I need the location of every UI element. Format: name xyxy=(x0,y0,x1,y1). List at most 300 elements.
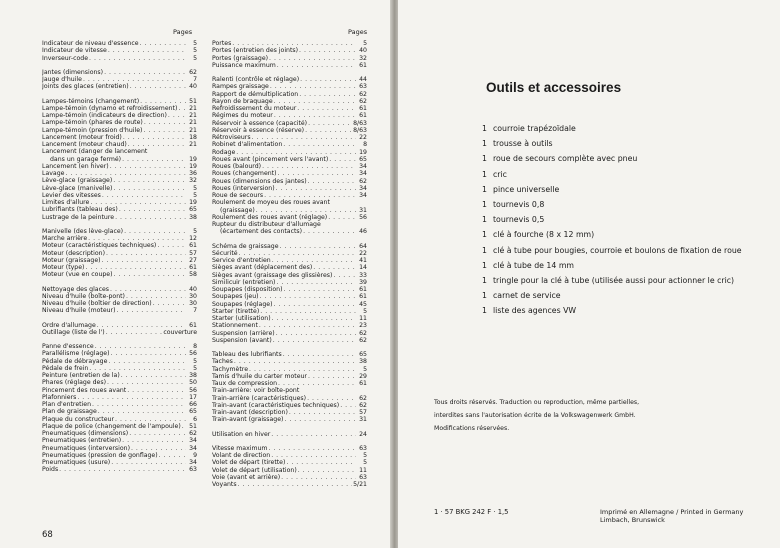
entry-page: 19 xyxy=(189,155,197,163)
entry-page: 41 xyxy=(359,257,367,264)
entry-term: Starter (utilisation) xyxy=(212,315,271,322)
entry-term: Rampes graissage xyxy=(212,83,269,91)
entry-term: Taux de compression xyxy=(212,380,278,387)
index-column-2 xyxy=(212,40,367,488)
entry-term: Train-arrière (caractéristiques) xyxy=(212,394,307,402)
leader-dots xyxy=(102,192,186,199)
entry-page: 51 xyxy=(189,422,197,430)
leader-dots xyxy=(140,40,186,47)
entry-page: 40 xyxy=(189,285,197,293)
entry-page: couverture xyxy=(163,328,197,336)
leader-dots xyxy=(271,431,356,438)
index-entry xyxy=(212,120,367,127)
index-entry xyxy=(212,286,367,293)
index-entry xyxy=(212,134,367,141)
entry-page: 61 xyxy=(359,380,367,387)
leader-dots xyxy=(113,177,186,184)
imprint xyxy=(600,508,743,524)
tool-item xyxy=(482,261,742,276)
entry-term: Lampe-témoin (indicateurs de direction) xyxy=(42,112,167,119)
leader-dots xyxy=(85,264,186,271)
spacer xyxy=(212,424,367,431)
entry-term: Roues avant (pincement vers l'avant) xyxy=(212,155,329,163)
entry-term: Réservoir à essence (capacité) xyxy=(212,119,308,127)
entry-term: Manivelle (des lève-glace) xyxy=(42,227,124,235)
entry-page: 57 xyxy=(189,249,197,257)
index-entry xyxy=(212,127,367,134)
entry-page: 39 xyxy=(359,278,367,286)
entry-page: 18 xyxy=(189,133,197,141)
entry-term: Réservoir à essence (réserve) xyxy=(212,126,305,134)
entry-term: Pneumatiques (interversion) xyxy=(42,444,130,452)
index-entry xyxy=(42,358,197,365)
entry-term: Lancement (danger de lancement xyxy=(42,148,148,156)
entry-term: Rupteur du distributeur d'allumage xyxy=(212,221,321,228)
entry-page: 34 xyxy=(189,437,197,445)
index-entry xyxy=(212,199,367,206)
tool-label: liste des agences VW xyxy=(493,306,577,316)
entry-term: Peinture (entretien de la) xyxy=(42,372,120,379)
entry-term: Roues (balourd) xyxy=(212,163,262,170)
entry-term: Pneumatiques (dimensions) xyxy=(42,430,129,437)
entry-page: 46 xyxy=(359,228,367,236)
tool-quantity: 1 xyxy=(482,154,487,164)
leader-dots xyxy=(178,105,186,112)
entry-term: Lampe-témoin (pression d'huile) xyxy=(42,126,143,134)
entry-page: 7 xyxy=(193,76,197,83)
entry-term: Tamis d'huile du carter moteur xyxy=(212,372,307,380)
leader-dots xyxy=(88,235,186,242)
index-entry xyxy=(212,40,367,47)
leader-dots xyxy=(111,459,186,466)
entry-page: 61 xyxy=(189,242,197,250)
entry-page: 62 xyxy=(359,97,367,105)
index-entry xyxy=(42,228,197,235)
spacer xyxy=(42,221,197,228)
leader-dots xyxy=(260,308,356,315)
tool-quantity: 1 xyxy=(482,260,487,270)
entry-page: 62 xyxy=(359,336,367,344)
leader-dots xyxy=(157,242,186,249)
entry-page: 7 xyxy=(193,307,197,315)
tool-label: clé à tube pour bougies, courroie et boulons de fixation de roue xyxy=(493,245,742,255)
tool-item xyxy=(482,306,742,321)
entry-term: Soupapes (réglage) xyxy=(212,300,273,308)
entry-page: 5 xyxy=(363,365,367,373)
leader-dots xyxy=(269,55,356,62)
leader-dots xyxy=(313,264,356,271)
entry-term: Lancement (en hiver) xyxy=(42,162,109,170)
index-entry xyxy=(212,395,367,402)
entry-page xyxy=(330,199,340,206)
leader-dots xyxy=(280,243,356,250)
index-entry xyxy=(42,372,197,379)
rights-line: interdites sans l'autorisation écrite de la Volkswagenwerk GmbH. xyxy=(434,412,636,419)
imprint-line: Imprimé en Allemagne / Printed in Germany xyxy=(600,508,744,516)
index-entry xyxy=(42,156,197,163)
entry-page: 61 xyxy=(359,61,367,69)
entry-term: Moteur (graissage) xyxy=(42,256,101,264)
leader-dots xyxy=(305,127,352,134)
index-entry xyxy=(212,47,367,54)
leader-dots xyxy=(272,315,356,322)
entry-term: Roues (changement) xyxy=(212,170,277,178)
entry-page: 61 xyxy=(189,321,197,329)
leader-dots xyxy=(284,286,357,293)
entry-page: 8 xyxy=(363,141,367,149)
leader-dots xyxy=(249,366,356,373)
leader-dots xyxy=(126,293,186,300)
entry-page: 31 xyxy=(359,206,367,214)
entry-term: Roulement des roues avant (réglage) xyxy=(212,213,328,221)
leader-dots xyxy=(122,437,186,444)
entry-page: 63 xyxy=(359,444,367,452)
index-entry xyxy=(42,185,197,192)
leader-dots xyxy=(300,76,356,83)
index-entry xyxy=(212,351,367,358)
entry-term: Roues (dimensions des jantes) xyxy=(212,177,307,185)
index-entry xyxy=(42,307,197,314)
leader-dots xyxy=(159,452,186,459)
tool-item xyxy=(482,185,742,200)
tool-label: courroie trapézoïdale xyxy=(493,124,576,133)
entry-term: Lampes-témoins (changement) xyxy=(42,97,140,105)
leader-dots xyxy=(122,156,186,163)
entry-page: 19 xyxy=(359,148,367,156)
leader-dots xyxy=(89,55,186,62)
entry-page: 5 xyxy=(193,357,197,365)
entry-page: 21 xyxy=(189,126,197,134)
entry-page: 61 xyxy=(359,293,367,301)
leader-dots xyxy=(259,322,356,329)
index-column-1 xyxy=(42,40,197,474)
index-entry xyxy=(212,207,367,214)
entry-page: 66 xyxy=(189,401,197,408)
tool-label: trousse à outils xyxy=(493,139,553,149)
entry-term: Soupapes (jeu) xyxy=(212,293,259,301)
entry-term: Schéma de graissage xyxy=(212,242,279,250)
leader-dots xyxy=(289,409,356,416)
entry-term: Pincement des roues avant xyxy=(42,386,127,394)
entry-term: Lève-glace (graissage) xyxy=(42,177,113,185)
leader-dots xyxy=(143,127,186,134)
print-code: 1 · 57 BKG 242 F · 1,5 xyxy=(434,508,509,516)
entry-term: Train-avant (caractéristiques techniques) xyxy=(212,401,340,409)
tool-quantity: 1 xyxy=(482,124,487,133)
entry-term: Stationnement xyxy=(212,322,258,330)
entry-term: Poids xyxy=(42,466,59,474)
entry-page: 63 xyxy=(359,473,367,481)
index-entry xyxy=(212,409,367,416)
leader-dots xyxy=(299,47,356,54)
tool-quantity: 1 xyxy=(482,230,487,240)
index-entry xyxy=(42,40,197,47)
entry-page: 19 xyxy=(189,162,197,170)
leader-dots xyxy=(107,379,186,386)
leader-dots xyxy=(286,459,356,466)
index-entry xyxy=(42,437,197,444)
page-number: 68 xyxy=(42,530,53,540)
spacer xyxy=(212,438,367,445)
entry-page: 34 xyxy=(189,459,197,466)
entry-term: Joints des glaces (entretien) xyxy=(42,83,129,91)
entry-page: 14 xyxy=(359,264,367,272)
entry-page: 33 xyxy=(359,271,367,279)
entry-term: Plafonniers xyxy=(42,393,77,401)
leader-dots xyxy=(333,272,356,279)
entry-term: Volant de direction xyxy=(212,452,271,459)
entry-page: 62 xyxy=(359,90,367,98)
leader-dots xyxy=(121,372,186,379)
tool-item xyxy=(482,291,742,306)
leader-dots xyxy=(283,141,356,148)
index-entry xyxy=(212,315,367,322)
entry-term: Jauge d'huile xyxy=(42,76,82,83)
index-entry xyxy=(212,416,367,423)
entry-term: Suspension (arrière) xyxy=(212,329,275,337)
leader-dots xyxy=(140,98,186,105)
entry-page: 61 xyxy=(359,105,367,112)
index-entry xyxy=(42,112,197,119)
index-entry xyxy=(42,343,197,350)
entry-term: Plan de graissage xyxy=(42,408,97,416)
index-entry xyxy=(212,62,367,69)
entry-page: 34 xyxy=(359,170,367,178)
index-entry xyxy=(42,177,197,184)
tool-quantity: 1 xyxy=(482,306,487,316)
entry-term: (écartement des contacts) xyxy=(220,228,303,236)
leader-dots xyxy=(65,170,186,177)
entry-page: 61 xyxy=(359,286,367,293)
entry-page: 34 xyxy=(189,444,197,452)
leader-dots xyxy=(119,206,186,213)
entry-term: Similicuir (entretien) xyxy=(212,278,276,286)
entry-term: Indicateur de vitesse xyxy=(42,47,107,55)
index-entry xyxy=(212,474,367,481)
tool-item xyxy=(482,230,742,245)
tool-quantity: 1 xyxy=(482,245,487,255)
leader-dots xyxy=(90,199,186,206)
tool-label: roue de secours complète avec pneu xyxy=(493,154,638,164)
entry-term: Roulement de moyeu des roues avant xyxy=(212,199,330,207)
entry-term: Jantes (dimensions) xyxy=(42,68,104,76)
entry-page: 5/21 xyxy=(353,481,367,488)
entry-page: 30 xyxy=(189,292,197,300)
leader-dots xyxy=(102,257,186,264)
index-entry xyxy=(42,192,197,199)
entry-term: Niveau d'huile (boîte-pont) xyxy=(42,292,125,300)
entry-page: 57 xyxy=(359,409,367,416)
tool-quantity: 1 xyxy=(482,169,487,179)
entry-page: 5 xyxy=(193,184,197,192)
imprint-line: Limbach, Brunswick xyxy=(600,516,665,524)
leader-dots xyxy=(232,40,356,47)
index-entry xyxy=(212,402,367,409)
leader-dots xyxy=(83,76,186,83)
leader-dots xyxy=(271,452,356,459)
tool-item xyxy=(482,215,742,230)
leader-dots xyxy=(110,163,186,170)
entry-page: 30 xyxy=(189,300,197,307)
leader-dots xyxy=(329,156,356,163)
index-entry xyxy=(212,358,367,365)
entry-page: 61 xyxy=(189,264,197,271)
leader-dots xyxy=(328,214,356,221)
index-entry xyxy=(42,257,197,264)
leader-dots xyxy=(299,91,356,98)
entry-page: 21 xyxy=(189,119,197,127)
tool-quantity: 1 xyxy=(482,184,487,194)
leader-dots xyxy=(276,279,356,286)
entry-page: 62 xyxy=(359,401,367,409)
index-entry xyxy=(212,264,367,271)
entry-page: 58 xyxy=(189,271,197,279)
index-entry xyxy=(42,105,197,112)
index-entry xyxy=(212,112,367,119)
entry-term: Robinet d'alimentation xyxy=(212,141,283,149)
leader-dots xyxy=(272,257,356,264)
entry-page: 63 xyxy=(189,466,197,474)
entry-page: 22 xyxy=(359,249,367,257)
entry-page: 5 xyxy=(363,459,367,467)
entry-page: 5 xyxy=(193,54,197,62)
tool-label: pince universelle xyxy=(493,184,560,194)
index-entry xyxy=(42,401,197,408)
index-entry xyxy=(212,91,367,98)
leader-dots xyxy=(262,163,356,170)
entry-page: 8 xyxy=(193,343,197,350)
index-entry xyxy=(212,178,367,185)
index-entry xyxy=(42,416,197,423)
entry-term: Sièges avant (déplacement des) xyxy=(212,264,313,272)
index-entry xyxy=(212,185,367,192)
index-entry xyxy=(212,387,367,394)
entry-term: Plaque de police (changement de l'ampoule) xyxy=(42,422,181,430)
entry-page: 36 xyxy=(189,170,197,177)
index-entry xyxy=(42,127,197,134)
entry-term: Ordre d'allumage xyxy=(42,321,96,329)
entry-term: Tableau des lubrifiants xyxy=(212,351,282,358)
entry-page: 44 xyxy=(359,76,367,83)
index-entry xyxy=(212,243,367,250)
index-entry xyxy=(212,83,367,90)
tool-label: clé à fourche (8 x 12 mm) xyxy=(493,230,595,240)
leader-dots xyxy=(92,401,186,408)
entry-term: Roue de secours xyxy=(212,192,264,199)
leader-dots xyxy=(268,445,356,452)
leader-dots xyxy=(308,120,352,127)
index-entry xyxy=(212,330,367,337)
entry-page: 63 xyxy=(359,83,367,91)
pages-column-header: Pages xyxy=(173,28,193,36)
index-entry xyxy=(212,293,367,300)
index-entry xyxy=(212,322,367,329)
pages-column-header-2: Pages xyxy=(348,28,368,36)
entry-term: Rodage xyxy=(212,148,236,156)
entry-page: 65 xyxy=(359,155,367,163)
entry-term: Panne d'essence xyxy=(42,343,94,350)
leader-dots xyxy=(303,228,356,235)
leader-dots xyxy=(123,134,186,141)
entry-term: Lampe-témoin (dynamo et refroidissement) xyxy=(42,104,178,112)
entry-page: 5 xyxy=(363,40,367,47)
entry-page: 12 xyxy=(189,235,197,242)
index-entry xyxy=(42,452,197,459)
index-entry xyxy=(42,199,197,206)
leader-dots xyxy=(283,351,356,358)
tool-quantity: 1 xyxy=(482,139,487,149)
spacer xyxy=(42,62,197,69)
entry-page: 65 xyxy=(189,206,197,214)
index-entry xyxy=(212,221,367,228)
index-entry xyxy=(212,228,367,235)
leader-dots xyxy=(106,329,163,336)
rights-line: Tous droits réservés. Traduction ou reproduction, même partielles, xyxy=(434,399,640,406)
entry-page: 34 xyxy=(359,163,367,170)
entry-term: Suspension (avant) xyxy=(212,336,272,344)
index-entry xyxy=(42,365,197,372)
entry-term: Utilisation en hiver xyxy=(212,430,271,438)
leader-dots xyxy=(114,271,186,278)
leader-dots xyxy=(274,112,356,119)
leader-dots xyxy=(281,474,356,481)
leader-dots xyxy=(127,387,186,394)
tool-quantity: 1 xyxy=(482,215,487,225)
leader-dots xyxy=(340,402,356,409)
entry-page: 11 xyxy=(359,466,367,474)
leader-dots xyxy=(124,228,186,235)
entry-page xyxy=(321,221,331,228)
entry-term: Limites d'allure xyxy=(42,199,90,206)
index-entry xyxy=(42,134,197,141)
index-entry xyxy=(212,459,367,466)
index-entry xyxy=(42,98,197,105)
index-entry xyxy=(212,452,367,459)
index-entry xyxy=(42,141,197,148)
index-entry xyxy=(212,55,367,62)
index-entry xyxy=(42,163,197,170)
entry-term: Plaque du constructeur xyxy=(42,415,115,423)
entry-page: 23 xyxy=(359,322,367,330)
entry-term: Pédale de débrayage xyxy=(42,357,108,365)
entry-term: dans un garage fermé) xyxy=(50,155,122,163)
entry-term: Inverseur-code xyxy=(42,54,89,62)
entry-term: Lancement (moteur froid) xyxy=(42,133,122,141)
index-entry xyxy=(212,445,367,452)
entry-term: Rapport de démultiplication xyxy=(212,90,299,98)
entry-term: Service d'entretien xyxy=(212,257,271,264)
entry-page: 9 xyxy=(193,451,197,459)
entry-page: 5 xyxy=(363,452,367,459)
entry-page: 62 xyxy=(359,394,367,402)
index-entry xyxy=(42,293,197,300)
leader-dots xyxy=(108,47,186,54)
entry-page: 29 xyxy=(359,372,367,380)
tool-item xyxy=(482,276,742,291)
entry-page: 64 xyxy=(359,242,367,250)
entry-term: Indicateur de niveau d'essence xyxy=(42,40,139,47)
entry-page: 27 xyxy=(189,256,197,264)
index-entry xyxy=(42,264,197,271)
entry-page: 62 xyxy=(359,329,367,337)
index-entry xyxy=(42,387,197,394)
entry-page: 34 xyxy=(359,184,367,192)
spacer xyxy=(212,236,367,243)
entry-term: Sécurité xyxy=(212,249,238,257)
entry-term: Volet de départ (utilisation) xyxy=(212,466,297,474)
leader-dots xyxy=(252,134,356,141)
entry-page: 62 xyxy=(189,430,197,437)
